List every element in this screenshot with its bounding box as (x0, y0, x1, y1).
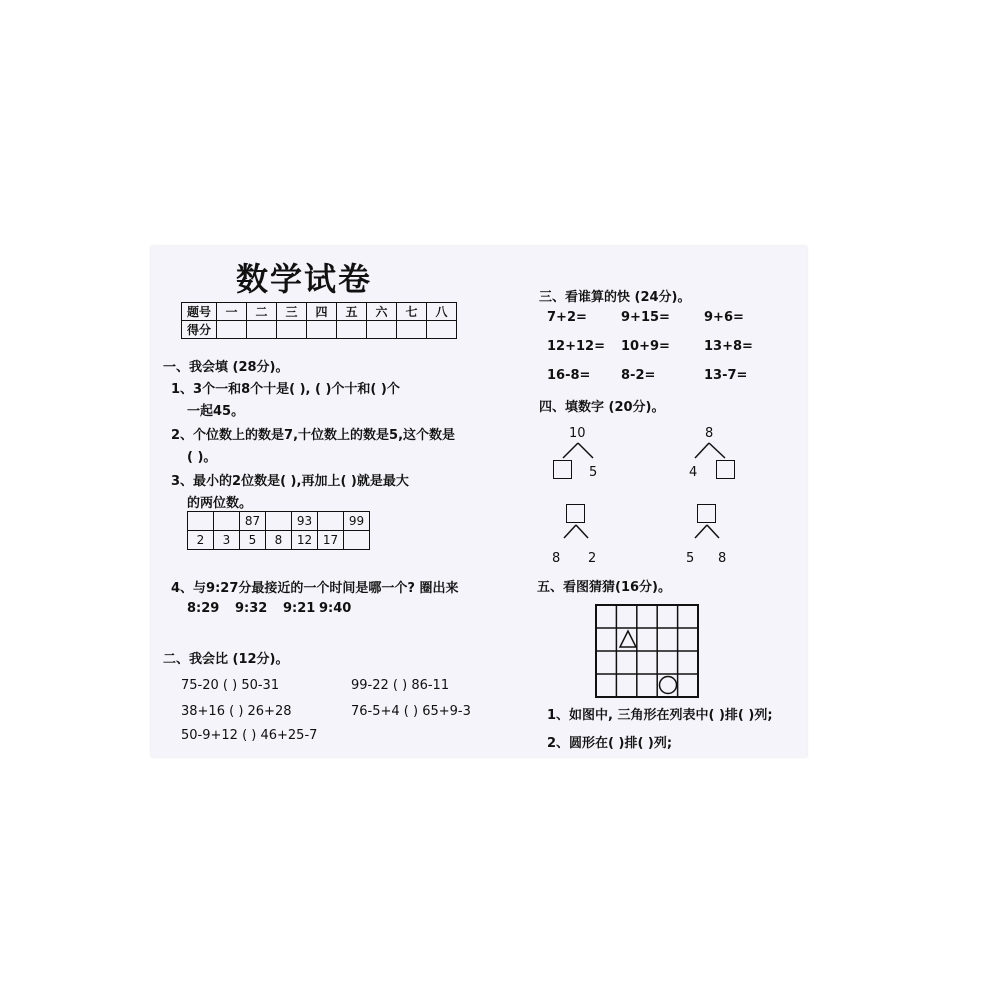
q1-line2: 一起45。 (187, 404, 245, 419)
q4-time: 9:21 (283, 601, 316, 616)
section3-heading: 三、看谁算的快 (24分)。 (539, 290, 691, 305)
shape-grid (595, 604, 699, 698)
section5-heading: 五、看图猜猜(16分)。 (537, 580, 671, 595)
tree-number: 8 (718, 551, 727, 566)
number-cell: 93 (292, 512, 318, 531)
answer-box[interactable] (566, 504, 585, 523)
score-col: 一 (217, 303, 247, 321)
number-cell: 5 (240, 531, 266, 550)
number-cell: 2 (188, 531, 214, 550)
q3-line1: 3、最小的2位数是( ),再加上( )就是最大 (171, 474, 409, 489)
equation: 13+8= (704, 339, 753, 354)
q5-2: 2、圆形在( )排( )列; (547, 736, 673, 751)
number-cell: 87 (240, 512, 266, 531)
tree-number: 8 (705, 426, 714, 441)
score-cell (277, 321, 307, 339)
compare-item: 76-5+4 ( ) 65+9-3 (351, 704, 471, 719)
circle-shape (660, 677, 677, 694)
section1-heading: 一、我会填 (28分)。 (163, 360, 289, 375)
equation: 13-7= (704, 368, 748, 383)
answer-box[interactable] (697, 504, 716, 523)
score-col: 二 (247, 303, 277, 321)
score-col: 五 (337, 303, 367, 321)
q4-time: 8:29 (187, 601, 220, 616)
score-row-label: 得分 (182, 321, 217, 339)
tree-number: 5 (686, 551, 695, 566)
equation: 7+2= (547, 310, 587, 325)
q4-time: 9:32 (235, 601, 268, 616)
triangle-shape (620, 631, 636, 647)
section2-heading: 二、我会比 (12分)。 (163, 652, 289, 667)
answer-box[interactable] (716, 460, 735, 479)
compare-item: 75-20 ( ) 50-31 (181, 678, 280, 693)
score-col: 四 (307, 303, 337, 321)
branch-lines (689, 442, 749, 462)
compare-item: 38+16 ( ) 26+28 (181, 704, 292, 719)
score-cell (367, 321, 397, 339)
equation: 9+6= (704, 310, 744, 325)
number-cell: 99 (344, 512, 370, 531)
tree-number: 8 (552, 551, 561, 566)
answer-box[interactable] (553, 460, 572, 479)
number-cell (266, 512, 292, 531)
score-col: 六 (367, 303, 397, 321)
score-row-label: 题号 (182, 303, 217, 321)
number-cell (188, 512, 214, 531)
number-cell (344, 531, 370, 550)
q1-line1: 1、3个一和8个十是( ), ( )个十和( )个 (171, 382, 400, 397)
number-cell: 17 (318, 531, 344, 550)
branch-lines (556, 524, 596, 544)
number-cell: 12 (292, 531, 318, 550)
score-col: 七 (397, 303, 427, 321)
compare-item: 50-9+12 ( ) 46+25-7 (181, 728, 318, 743)
q3-line2: 的两位数。 (187, 496, 253, 511)
tree-number: 5 (589, 465, 598, 480)
score-cell (427, 321, 457, 339)
score-cell (217, 321, 247, 339)
q2-line2: ( )。 (187, 450, 217, 465)
number-cell (318, 512, 344, 531)
score-col: 三 (277, 303, 307, 321)
score-table (181, 302, 457, 339)
score-cell (337, 321, 367, 339)
tree-number: 2 (588, 551, 597, 566)
compare-item: 99-22 ( ) 86-11 (351, 678, 450, 693)
exam-paper (151, 246, 807, 757)
number-cell: 8 (266, 531, 292, 550)
q5-1: 1、如图中, 三角形在列表中( )排( )列; (547, 708, 773, 723)
score-cell (397, 321, 427, 339)
q4-time: 9:40 (319, 601, 352, 616)
score-col: 八 (427, 303, 457, 321)
number-grid (187, 511, 370, 550)
branch-lines (687, 524, 727, 544)
score-cell (307, 321, 337, 339)
equation: 12+12= (547, 339, 605, 354)
q4-line1: 4、与9:27分最接近的一个时间是哪一个? 圈出来 (171, 581, 459, 596)
q2-line1: 2、个位数上的数是7,十位数上的数是5,这个数是 (171, 428, 456, 443)
page-title: 数学试卷 (236, 260, 373, 298)
number-cell (214, 512, 240, 531)
section4-heading: 四、填数字 (20分)。 (539, 400, 665, 415)
number-cell: 3 (214, 531, 240, 550)
score-cell (247, 321, 277, 339)
branch-lines (551, 442, 611, 462)
equation: 16-8= (547, 368, 591, 383)
tree-number: 10 (569, 426, 586, 441)
equation: 10+9= (621, 339, 670, 354)
equation: 8-2= (621, 368, 656, 383)
equation: 9+15= (621, 310, 670, 325)
tree-number: 4 (689, 465, 698, 480)
